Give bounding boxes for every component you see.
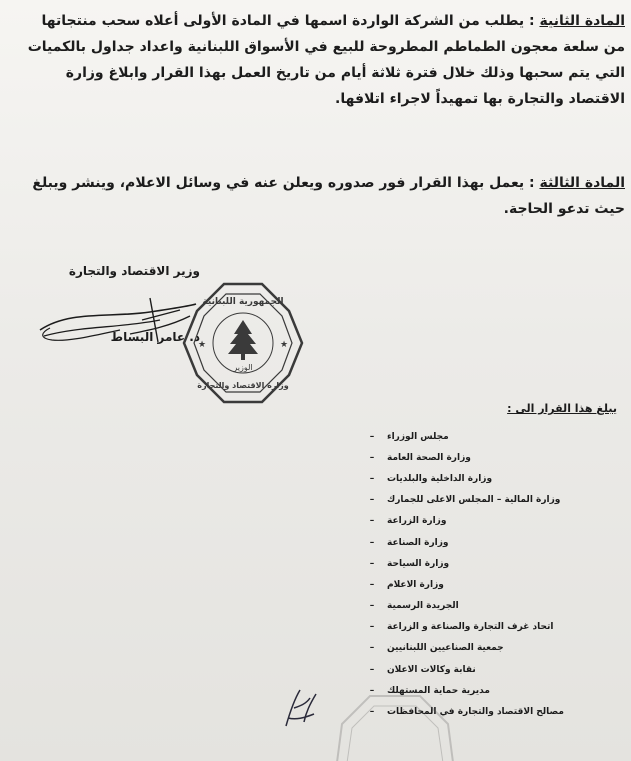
list-item (357, 659, 617, 680)
list-item (357, 617, 617, 638)
list-dash: – (369, 643, 375, 654)
list-item-text: وزارة الداخلية والبلديات (387, 473, 493, 484)
article-2-title: المادة الثانية (539, 13, 625, 29)
list-dash: – (369, 516, 375, 527)
list-item (357, 574, 617, 595)
list-item-text: جمعية الصناعيين اللبنانيين (387, 643, 504, 654)
faint-stamp-mark (330, 690, 460, 761)
article-3-text: : يعمل بهذا القرار فور صدوره ويعلن عنه في وسائل الاعلام، وينشر ويبلغ حيث تدعو الحاجة. (32, 175, 625, 217)
list-dash: – (369, 601, 375, 612)
handwritten-initials (276, 682, 326, 732)
list-dash: – (369, 579, 375, 590)
distribution-list (357, 426, 617, 723)
list-dash: – (369, 622, 375, 633)
article-3 (20, 170, 625, 222)
list-item-text: وزارة الصحة العامة (387, 452, 471, 463)
list-item (357, 511, 617, 532)
list-item (357, 426, 617, 447)
list-dash: – (369, 495, 375, 506)
list-item-text: مديرية حماية المستهلك (387, 685, 490, 696)
article-3-title: المادة الثالثة (539, 175, 625, 191)
list-item (357, 596, 617, 617)
list-dash: – (369, 537, 375, 548)
list-dash: – (369, 685, 375, 696)
list-item-text: مصالح الاقتصاد والتجارة في المحافظات (387, 707, 564, 718)
list-item-text: نقابة وكالات الاعلان (387, 664, 476, 675)
seal-center-text: الوزير (233, 363, 253, 372)
signature-scribble (30, 290, 200, 350)
list-item-text: اتحاد غرف التجارة والصناعة و الزراعة (387, 622, 554, 633)
seal-star-right: ★ (280, 340, 289, 350)
list-dash: – (369, 452, 375, 463)
list-item (357, 532, 617, 553)
minister-name: د. عامر البساط (110, 330, 200, 344)
ministry-seal (178, 278, 308, 408)
list-item (357, 553, 617, 574)
list-dash: – (369, 473, 375, 484)
list-dash: – (369, 664, 375, 675)
seal-bottom-text: وزارة الاقتصاد والتجارة (197, 381, 289, 390)
list-item-text: وزارة المالية – المجلس الاعلى للجمارك (387, 495, 561, 506)
cedar-icon (228, 320, 258, 360)
seal-top-text: الجمهورية اللبنانية (202, 297, 284, 307)
list-item-text: وزارة الصناعة (387, 537, 449, 548)
list-item (357, 447, 617, 468)
list-item (357, 468, 617, 489)
list-item-text: الجريدة الرسمية (387, 601, 459, 612)
list-dash: – (369, 558, 375, 569)
article-2-text: : يطلب من الشركة الواردة اسمها في المادة الأولى أعلاه سحب منتجاتها من سلعة معجون الطماطم المطروحة للبيع في الأسواق اللبنانية واعداد جداول بالكميات التي يتم سحبها وذلك خلال فترة ثلاثة أيام من تاريخ العمل بهذا القرار وابلاغ وزارة الاقتصاد والتجارة بها تمهيداً لاجراء اتلافها. (27, 13, 625, 107)
list-item (357, 490, 617, 511)
list-dash: – (369, 707, 375, 718)
seal-star-left: ★ (198, 340, 207, 350)
list-item-text: وزارة الاعلام (387, 579, 444, 590)
list-item-text: وزارة السياحة (387, 558, 450, 569)
distribution-heading: يبلغ هذا القرار الى : (507, 402, 617, 415)
article-2 (20, 8, 625, 112)
minister-title: وزير الاقتصاد والتجارة (68, 264, 200, 278)
list-item-text: مجلس الوزراء (387, 431, 449, 442)
list-dash: – (369, 431, 375, 442)
list-item (357, 638, 617, 659)
list-item-text: وزارة الزراعة (387, 516, 447, 527)
